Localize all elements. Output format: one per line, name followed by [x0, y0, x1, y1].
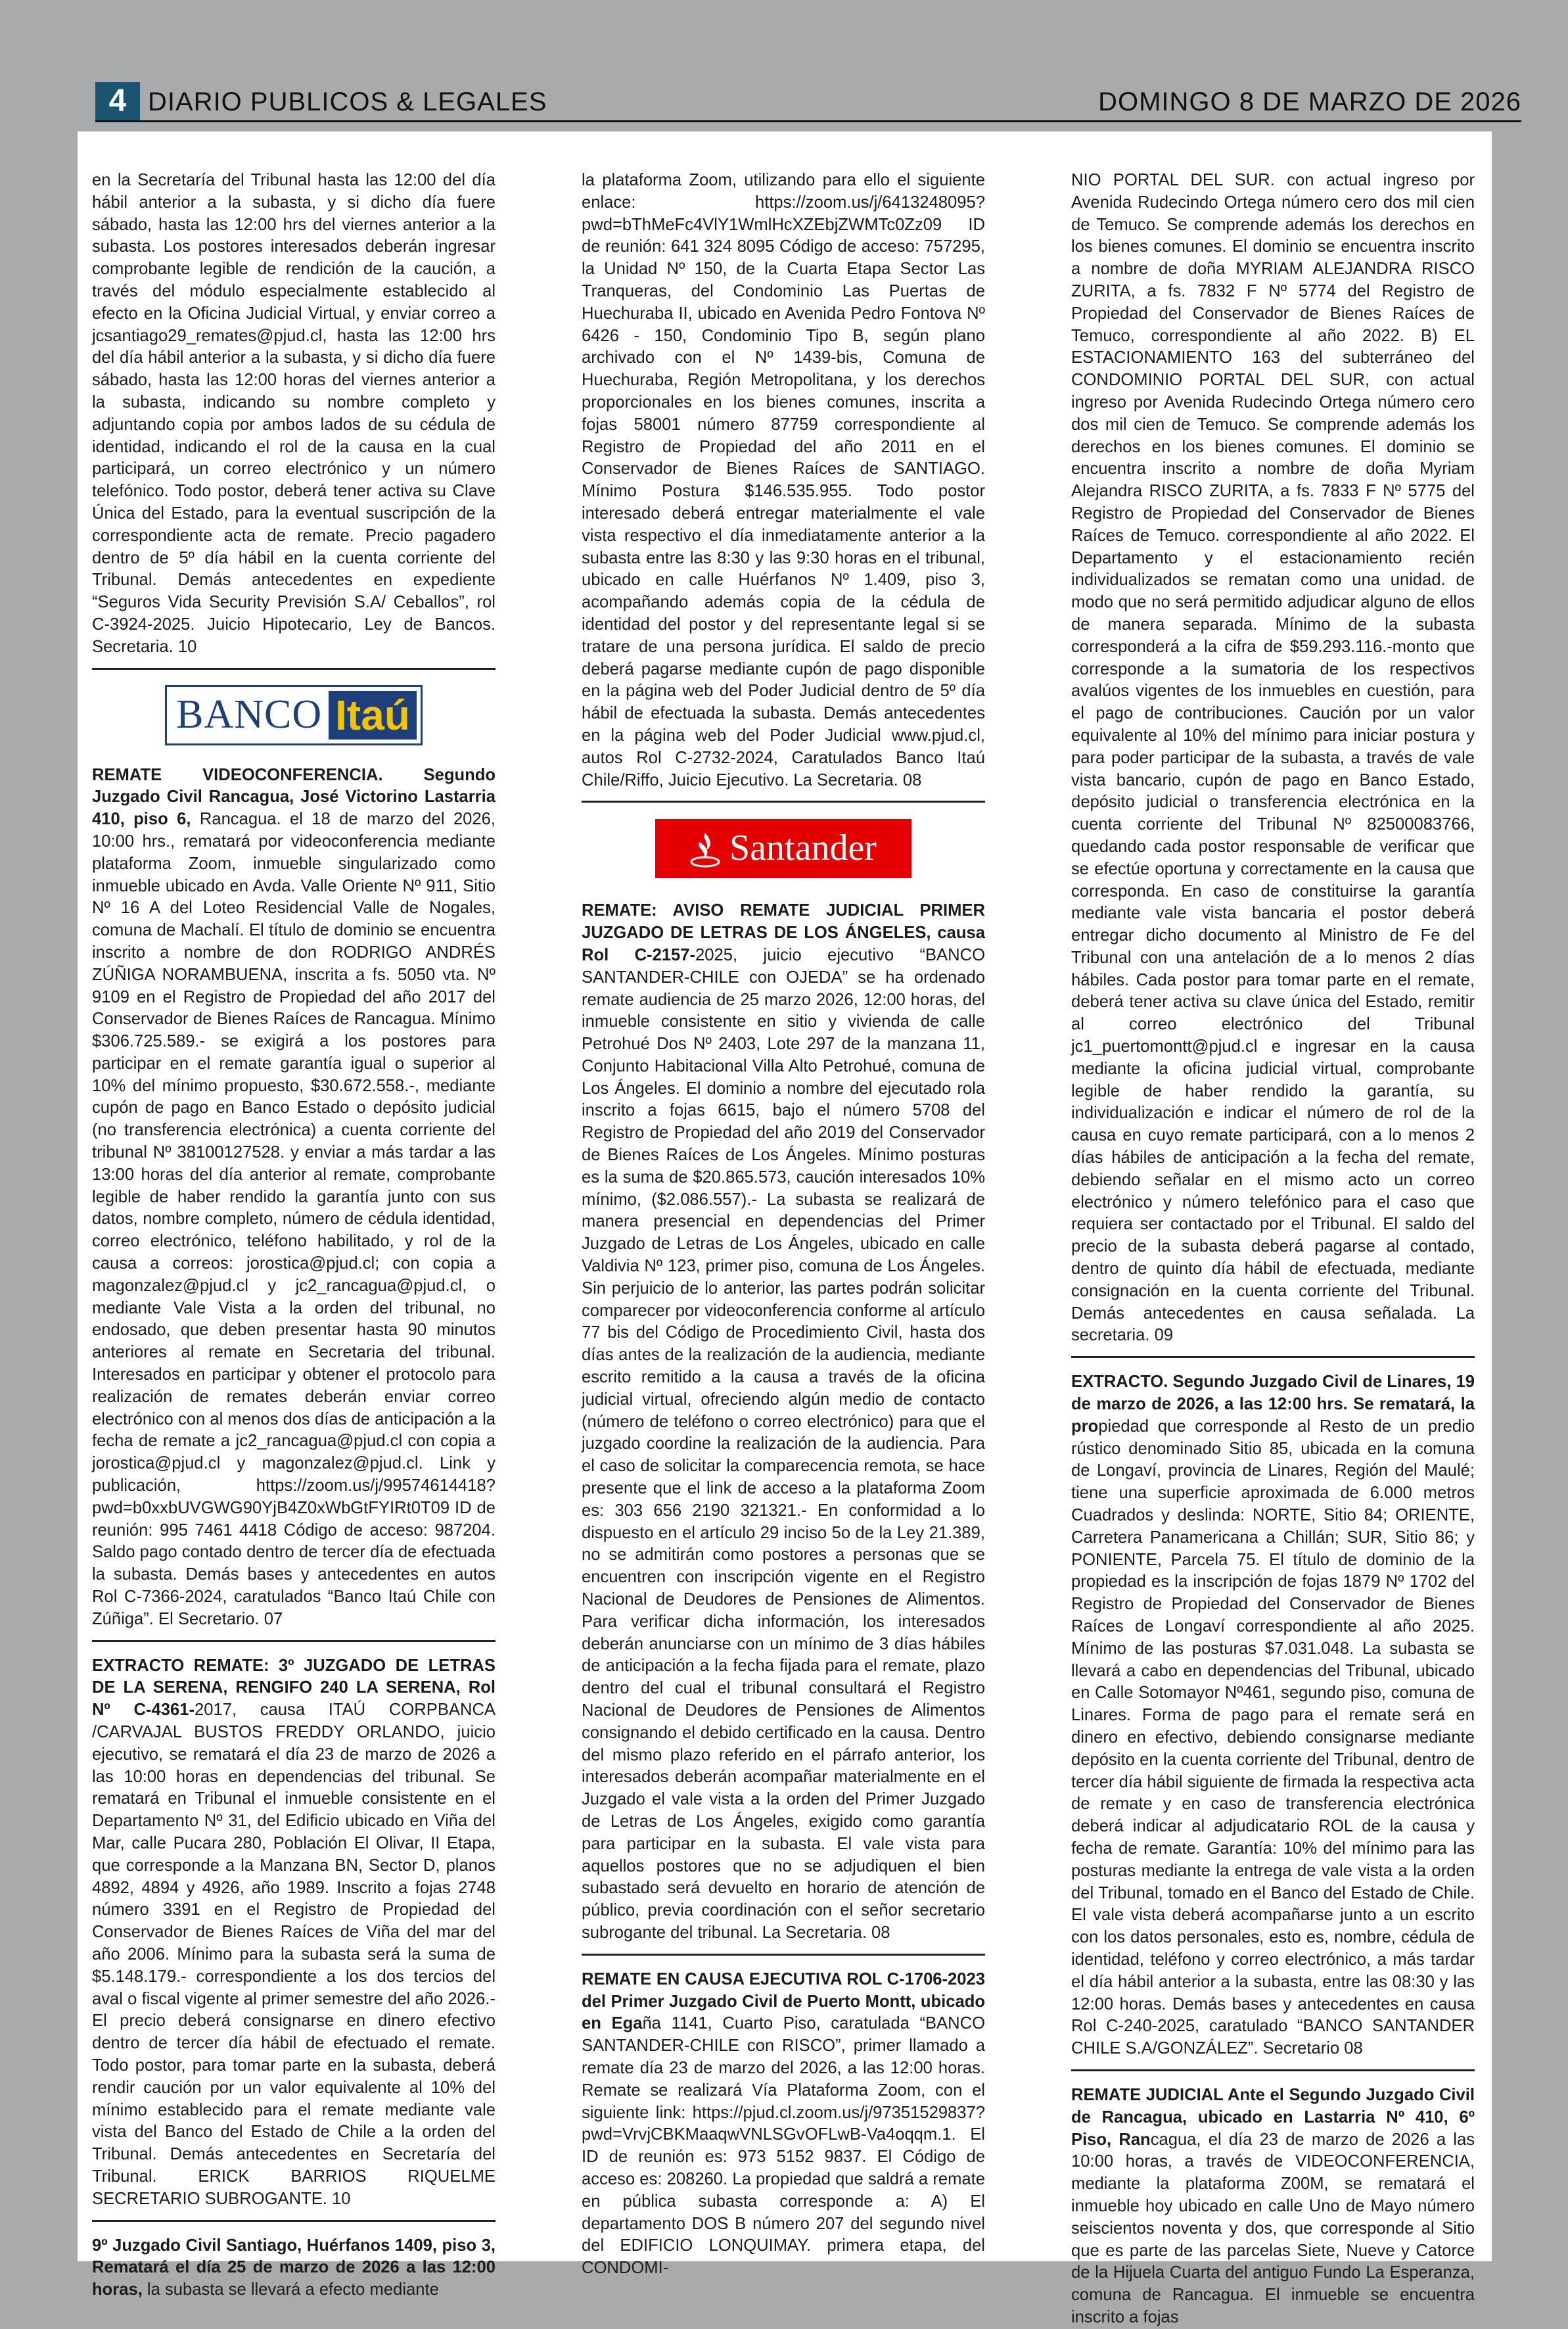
column-3: [1071, 170, 1475, 2326]
notice-text: la subasta se llevará a efecto mediante: [142, 2280, 439, 2299]
itau-logo-name: Itaú: [329, 691, 417, 740]
notice-continuation: NIO PORTAL DEL SUR. con actual ingreso por Avenida Rudecindo Ortega número cero dos mil cien de Temuco. Se comprende además los derechos en los bienes comunes. El dominio se encuentra inscrito a nombre de doña MYRIAM ALEJANDRA RISCO ZURITA, a fs. 7832 F Nº 5774 del Registro de Propiedad del Conservador de Bienes Raíces de Temuco, correspondiente al año 2022. B) EL ESTACIONAMIENTO 163 del subterráneo del CONDOMINIO PORTAL DEL SUR, con actual ingreso por Avenida Rudecindo Ortega número cero dos mil cien de Temuco. Se comprende además los derechos en los bienes comunes. El dominio se encuentra inscrito a nombre de doña Myriam Alejandra RISCO ZURITA, a fs. 7833 F Nº 5775 del Registro de Propiedad del Conservador de Bienes Raíces de Temuco. correspondiente al año 2022. El Departamento y el estacionamiento recién individualizados se rematan como una unidad. de modo que no será permitido adjudicar alguno de ellos de manera separada. Mínimo de la subasta corresponderá a la cifra de $59.293.116.-monto que corresponde a la sumatoria de los respectivos avalúos vigentes de los inmuebles en cuestión, para el pago de contribuciones. Caución por un valor equivalente al 10% del mínimo para iniciar postura y para poder participar de la subasta, a través de vale vista bancario, cupón de pago en Banco Estado, depósito judicial o transferencia electrónica en la cuenta corriente del Tribunal Nº 82500083766, quedando cada postor responsable de verificar que se efectúe oportuna y correctamente en la causa que corresponda. En caso de constituirse la garantía mediante vale vista bancaria el postor deberá entregar dicho documento al Ministro de Fe del Tribunal con una antelación de a lo menos 2 días hábiles. Cada postor para tomar parte en el remate, deberá tener activa su clave única del Estado, remitir al correo electrónico del Tribunal jc1_puertomontt@pjud.cl e ingresar en la causa mediante la oficina judicial virtual, comprobante legible de haber rendido la garantía, su individualización e indicar el número de rol de la causa en cuyo remate participará, con a lo menos 2 días hábiles de anticipación a la fecha del remate, debiendo señalar en el mismo acto un correo electrónico y número telefónico para el caso que requiera ser contactado por el Tribunal. El saldo del precio de la subasta deberá pagarse al contado, dentro de quinto día hábil de efectuada, mediante consignación en la cuenta corriente del Tribunal. Demás antecedentes en causa señalada. La secretaria. 09: [1071, 171, 1475, 1345]
publication-title: DIARIO PUBLICOS & LEGALES: [148, 87, 547, 116]
notice-divider: [1071, 2069, 1475, 2071]
santander-logo: [582, 816, 985, 882]
notice-divider: [92, 668, 496, 670]
notice-heading: REMATE VIDEOCONFERENCIA. Segundo Juzgado Civil Rancagua, José Victorino Lastarria 410, piso 6,: [92, 765, 496, 829]
notice-continuation: la plataforma Zoom, utilizando para ello el siguiente enlace: https://zoom.us/j/6413248095?pwd=bThMeFc4VlY1WmlHcXZEbjZWMTc0Zz09 ID de reunión: 641 324 8095 Código de acceso: 757295, la Unidad Nº 150, de la Cuarta Etapa Sector Las Tranqueras, del Condominio Las Puertas de Huechuraba II, ubicado en Avenida Pedro Fontova Nº 6426 - 150, Condominio Tipo B, según plano archivado con el Nº 1439-bis, Comuna de Huechuraba, Región Metropolitana, y los derechos proporcionales en los bienes comunes, inscrita a fojas 58001 número 87759 correspondiente al Registro de Propiedad del año 2011 en el Conservador de Bienes Raíces de SANTIAGO. Mínimo Postura $146.535.955. Todo postor interesado deberá entregar materialmente el vale vista respectivo el día inmediatamente anterior a la subasta entre las 8:30 y las 9:30 horas en el tribunal, ubicado en calle Huérfanos Nº 1.409, piso 3, acompañando además copia de la cédula de identidad del postor y del representante legal si se tratare de una persona jurídica. El saldo de precio deberá pagarse mediante cupón de pago disponible en la página web del Poder Judicial dentro de 5º día hábil de efectuada la subasta. Demás antecedentes en la página web del Poder Judicial www.pjud.cl, autos Rol C-2732-2024, Caratulados Banco Itaú Chile/Riffo, Juicio Ejecutivo. La Secretaria. 08: [582, 171, 985, 789]
notice-remate-rancagua: [92, 765, 496, 1631]
publication-date: DOMINGO 8 DE MARZO DE 2026: [1098, 87, 1521, 116]
notice-divider: [92, 1640, 496, 1642]
notice-text: ña 1141, Cuarto Piso, caratulada “BANCO SANTANDER-CHILE con RISCO”, primer llamado a remate día 23 de marzo del 2026, a las 12:00 horas. Remate se realizará Vía Plataforma Zoom, con el siguiente link: https://pjud.cl.zoom.us/j/97351529837?pwd=VrvjCBKMaaqwVNLSGvOFLwB-Va4oqqm.1. El ID de reunión es: 973 5152 9837. El Código de acceso es: 208260. La propiedad que saldrá a remate en pública subasta corresponde a: A) El departamento DOS B número 207 del segundo nivel del EDIFICIO LONQUIMAY. primera etapa, del CONDOMI-: [582, 2014, 986, 2278]
notice-divider: [92, 2220, 496, 2222]
notice-heading: EXTRACTO REMATE: 3º JUZGADO DE LETRAS DE LA SERENA, RENGIFO 240 LA SERENA, Rol Nº C-4361-: [92, 1656, 496, 1720]
column-2: [582, 170, 986, 2278]
santander-flame-icon: [690, 830, 720, 867]
notice-remate-la-serena: [92, 1655, 496, 2211]
notice-remate-judicial-rancagua: [1071, 2084, 1475, 2329]
notice-heading: REMATE: AVISO REMATE JUDICIAL PRIMER JUZGADO DE LETRAS DE LOS ÁNGELES, causa Rol C-2157-: [582, 901, 985, 964]
notice-text: cagua, el día 23 de marzo de 2026 a las 10:00 horas, a través de VIDEOCONFERENCIA, mediante la plataforma Z00M, se rematará el inmueble hoy ubicado en calle Uno de Mayo número seiscientos noventa y dos, que corresponde al Sitio que es parte de las parcelas Siete, Nueve y Catorce de la Hijuela Cuarta del antiguo Fundo La Esperanza, comuna de Rancagua. El inmueble se encuentra inscrito a fojas: [1071, 2130, 1475, 2326]
notice-heading: EXTRACTO. Segundo Juzgado Civil de Linares, 19 de marzo de 2026, a las 12:00 hrs. Se rematará, la pro: [1071, 1373, 1475, 1436]
notice-divider: [1071, 1356, 1475, 1358]
page-number: 4: [95, 82, 140, 120]
notice-heading: REMATE EN CAUSA EJECUTIVA ROL C-1706-2023 del Primer Juzgado Civil de Puerto Montt, ubicado en Ega: [582, 1969, 985, 2033]
notice-text: piedad que corresponde al Resto de un predio rústico denominado Sitio 85, ubicada en la comuna de Longaví, provincia de Linares, Región del Maulé; tiene una superficie aproximada de 6.000 metros Cuadrados y deslinda: NORTE, Sitio 84; ORIENTE, Carretera Panamericana a Chillán; SUR, Sitio 86; y PONIENTE, Parcela 75. El título de dominio de la propiedad es la inscripción de fojas 1879 Nº 1702 del Registro de Propiedad del Conservador de Bienes Raíces de Longaví correspondiente al año 2025. Mínimo de las posturas $7.031.048. La subasta se llevará a cabo en dependencias del Tribunal, ubicado en Calle Sotomayor Nº461, segundo piso, comuna de Linares. Forma de pago para el remate será en dinero en efectivo, debiendo consignarse mediante depósito en la cuenta corriente del Tribunal, dentro de tercer día hábil siguiente de firmada la respectiva acta de remate y en caso de transferencia electrónica deberá indicar al adjudicatario ROL de la causa y fecha de remate. Garantía: 10% del mínimo para las posturas mediante la entrega de vale vista a la orden del Tribunal, tomado en el Banco del Estado de Chile. El vale vista deberá acompañarse junto a un escrito con los datos personales, esto es, nombre, cédula de identidad, teléfono y correo electrónico, a más tardar el día hábil anterior a la subasta, entre las 08:30 y las 12:00 horas. Demás bases y antecedentes en causa Rol C-240-2025, caratulado “BANCO SANTANDER CHILE S.A/GONZÁLEZ”. Secretario 08: [1071, 1417, 1475, 2058]
itau-logo-prefix: BANCO: [176, 692, 323, 737]
notice-text: 2025, juicio ejecutivo “BANCO SANTANDER-CHILE con OJEDA” se ha ordenado remate audiencia de 25 marzo 2026, 12:00 horas, del inmueble consistente en sitio y vivienda de calle Petrohué Dos Nº 2403, Lote 297 de la manzana 11, Conjunto Habitacional Villa Alto Petrohué, comuna de Los Ángeles. El dominio a nombre del ejecutado rola inscrito a fojas 6615, bajo el número 5708 del Registro de Propiedad del año 2019 del Conservador de Bienes Raíces de Los Ángeles. Mínimo posturas es la suma de $20.865.573, caución interesados 10% mínimo, ($2.086.557).- La subasta se realizará de manera presencial en dependencias del Primer Juzgado de Letras de Los Ángeles, ubicado en calle Valdivia Nº 123, primer piso, comuna de Los Ángeles. Sin perjuicio de lo anterior, las partes podrán solicitar comparecer por videoconferencia conforme al artículo 77 bis del Código de Procedimiento Civil, hasta dos días antes de la realización de la audiencia, mediante escrito remitido a la causa a través de la oficina judicial virtual, ofreciendo algún medio de contacto (número de teléfono o correo electrónico) para que el juzgado coordine la realización de la audiencia. Para el caso de solicitar la comparecencia remota, se hace presente que el link de acceso a la plataforma Zoom es: 303 656 2190 321321.- En conformidad a lo dispuesto en el artículo 29 inciso 5o de la Ley 21.389, no se admitirán como postores a personas que se encuentren con inscripción vigente en el Registro Nacional de Deudores de Pensiones de Alimentos. Para verificar dicha información, los interesados deberán anunciarse con un mínimo de 3 días hábiles de anticipación a la fecha fijada para el remate, plazo dentro del cual el tribunal consultará el Registro Nacional de Deudores de Pensiones de Alimentos consignando el debido certificado en la causa. Dentro del mismo plazo referido en el párrafo anterior, los interesados deberán acompañar materialmente en el Juzgado el vale vista a la orden del Primer Juzgado de Letras de Los Ángeles, exigido como garantía para participar en la subasta. El vale vista para aquellos postores que no se adjudiquen el bien subastado será devuelto en horario de atención de público, previa coordinación con el señor secretario subrogante del tribunal. La Secretaria. 08: [582, 945, 985, 1942]
notice-remate-santiago: [92, 2235, 496, 2301]
santander-logo-name: Santander: [729, 828, 877, 869]
page-header: [95, 82, 1521, 120]
header-rule: [95, 120, 1521, 122]
notice-heading: REMATE JUDICIAL Ante el Segundo Juzgado Civil de Rancagua, ubicado en Lastarria Nº 410, 6º Piso, Ran: [1071, 2085, 1475, 2149]
notice-heading: 9º Juzgado Civil Santiago, Huérfanos 1409, piso 3, Rematará el día 25 de marzo de 2026 a las 12:00 horas,: [92, 2236, 496, 2299]
page-body: [78, 131, 1492, 2326]
notice-text: 2017, causa ITAÚ CORPBANCA /CARVAJAL BUSTOS FREDDY ORLANDO, juicio ejecutivo, se rematará el día 23 de marzo de 2026 a las 10:00 horas en dependencias del tribunal. Se rematará en Tribunal el inmueble consistente en el Departamento Nº 31, del Edificio ubicado en Viña del Mar, calle Pucara 280, Población El Olivar, II Etapa, que corresponde a la Manzana BN, Sector D, planos 4892, 4894 y 4926, año 1989. Inscrito a fojas 2748 número 3391 en el Registro de Propiedad del Conservador de Bienes Raíces de Viña del mar del año 2006. Mínimo para la subasta será la suma de $5.148.179.- correspondiente a los dos tercios del aval o fiscal vigente al primer semestre del año 2026.- El precio deberá consignarse en dinero efectivo dentro de tercer día hábil de efectuado el remate. Todo postor, para tomar parte en la subasta, deberá rendir caución por un valor equivalente al 10% del mínimo establecido para el remate mediante vale vista del Banco del Estado de Chile a la orden del Tribunal. Demás antecedentes en Secretaría del Tribunal. ERICK BARRIOS RIQUELME SECRETARIO SUBROGANTE. 10: [92, 1701, 496, 2208]
column-1: [92, 170, 496, 2299]
notice-divider: [582, 1954, 985, 1956]
notice-divider: [582, 801, 985, 803]
notice-remate-puerto-montt: [582, 1969, 985, 2280]
banco-itau-logo: [92, 683, 496, 747]
notice-extracto-linares: [1071, 1371, 1475, 2060]
notice-text: Rancagua. el 18 de marzo del 2026, 10:00 hrs., rematará por videoconferencia mediante plataforma Zoom, inmueble singularizado como inmueble ubicado en Avda. Valle Oriente Nº 911, Sitio Nº 16 A del Loteo Residencial Valle de Nogales, comuna de Machalí. El título de dominio se encuentra inscrito a nombre de don RODRIGO ANDRÉS ZÚÑIGA NORAMBUENA, inscrita a fs. 5050 vta. Nº 9109 en el Registro de Propiedad del año 2017 del Conservador de Bienes Raíces de Rancagua. Mínimo $306.725.589.- se exigirá a los postores para participar en el remate garantía igual o superior al 10% del mínimo propuesto, $30.672.558.-, mediante cupón de pago en Banco Estado o depósito judicial (no transferencia electrónica) a cuenta corriente del tribunal Nº 38100127528. y enviar a más tardar a las 13:00 horas del día anterior al remate, comprobante legible de haber rendido la garantía junto con sus datos, nombre completo, número de cédula identidad, correo electrónico, teléfono habilitado, y rol de la causa a correos: jorostica@pjud.cl; con copia a magonzalez@pjud.cl y jc2_rancagua@pjud.cl, o mediante Vale Vista a la orden del tribunal, no endosado, que deben presentar hasta 90 minutos anteriores al remate en Secretaria del tribunal. Interesados en participar y obtener el protocolo para realización de remates deberán enviar correo electrónico con al menos dos días de anticipación a la fecha de remate a jc2_rancagua@pjud.cl con copia a jorostica@pjud.cl y magonzalez@pjud.cl. Link y publicación, https://zoom.us/j/99574614418?pwd=b0xxbUVGWG90YjB4Z0xWbGtFYIRt0T09 ID de reunión: 995 7461 4418 Código de acceso: 987204. Saldo pago contado dentro de tercer día de efectuada la subasta. Demás bases y antecedentes en autos Rol C-7366-2024, caratulados “Banco Itaú Chile con Zúñiga”. El Secretario. 07: [92, 810, 496, 1628]
notice-continuation: en la Secretaría del Tribunal hasta las 12:00 del día hábil anterior a la subasta, y si dicho día fuere sábado, hasta las 12:00 hrs del viernes anterior a la subasta. Los postores interesados deberán ingresar comprobante legible de rendición de la caución, a través del módulo especialmente establecido al efecto en la Oficina Judicial Virtual, y enviar correo a jcsantiago29_remates@pjud.cl, hasta las 12:00 hrs del día hábil anterior a la subasta, y si dicho día fuere sábado, hasta las 12:00 horas del viernes anterior a la subasta, indicando su nombre completo y adjuntando copia por ambos lados de su cédula de identidad, indicando el rol de la causa en la cual participará, un correo electrónico y un número telefónico. Todo postor, deberá tener activa su Clave Única del Estado, para la eventual suscripción de la correspondiente acta de remate. Precio pagadero dentro de 5º día hábil en la cuenta corriente del Tribunal. Demás antecedentes en expediente “Seguros Vida Security Previsión S.A/ Ceballos”, rol C-3924-2025. Juicio Hipotecario, Ley de Bancos. Secretaria. 10: [92, 171, 496, 656]
notice-remate-los-angeles: [582, 900, 985, 1944]
